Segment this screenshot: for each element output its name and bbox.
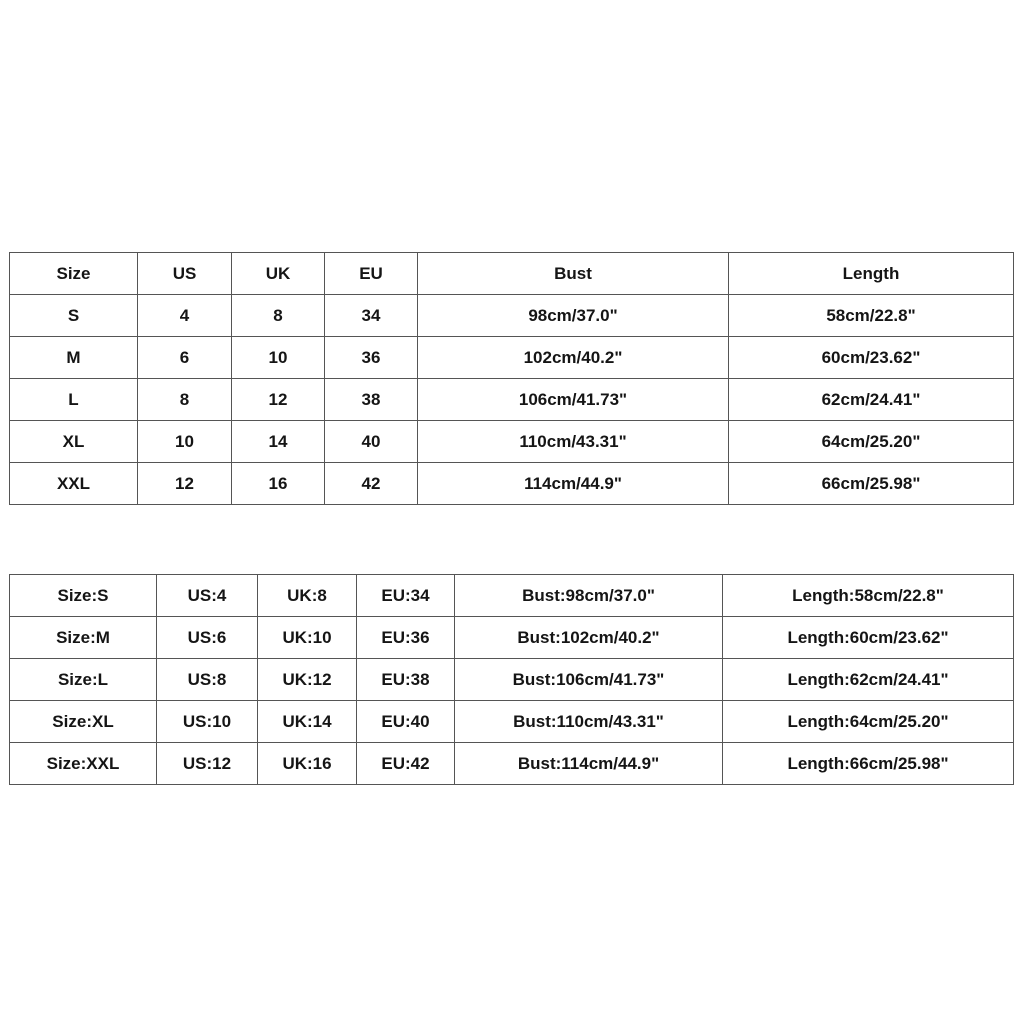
cell-us: US:8: [157, 659, 258, 701]
cell-eu: 40: [325, 421, 418, 463]
cell-length: 58cm/22.8": [729, 295, 1014, 337]
cell-size: Size:M: [10, 617, 157, 659]
header-uk: UK: [232, 253, 325, 295]
size-chart-labeled-table: [9, 574, 1014, 785]
table-row: [10, 295, 1014, 337]
header-size: Size: [10, 253, 138, 295]
cell-size: XL: [10, 421, 138, 463]
cell-size: M: [10, 337, 138, 379]
table-row: [10, 743, 1014, 785]
cell-length: 60cm/23.62": [729, 337, 1014, 379]
cell-eu: EU:36: [357, 617, 455, 659]
cell-us: US:6: [157, 617, 258, 659]
cell-uk: UK:10: [258, 617, 357, 659]
cell-uk: 16: [232, 463, 325, 505]
cell-length: 64cm/25.20": [729, 421, 1014, 463]
cell-bust: Bust:102cm/40.2": [455, 617, 723, 659]
cell-bust: Bust:106cm/41.73": [455, 659, 723, 701]
cell-eu: 42: [325, 463, 418, 505]
cell-us: US:12: [157, 743, 258, 785]
cell-length: Length:66cm/25.98": [723, 743, 1014, 785]
table-header-row: [10, 253, 1014, 295]
cell-uk: 14: [232, 421, 325, 463]
header-us: US: [138, 253, 232, 295]
cell-us: 8: [138, 379, 232, 421]
cell-us: 4: [138, 295, 232, 337]
cell-us: 10: [138, 421, 232, 463]
table-row: [10, 617, 1014, 659]
table-row: [10, 463, 1014, 505]
table-row: [10, 701, 1014, 743]
cell-bust: 110cm/43.31": [418, 421, 729, 463]
cell-us: US:4: [157, 575, 258, 617]
cell-eu: 38: [325, 379, 418, 421]
cell-uk: 10: [232, 337, 325, 379]
cell-length: Length:62cm/24.41": [723, 659, 1014, 701]
cell-uk: UK:12: [258, 659, 357, 701]
cell-size: Size:XXL: [10, 743, 157, 785]
cell-length: Length:64cm/25.20": [723, 701, 1014, 743]
table-row: [10, 575, 1014, 617]
table-row: [10, 337, 1014, 379]
cell-size: Size:S: [10, 575, 157, 617]
cell-uk: UK:14: [258, 701, 357, 743]
cell-eu: EU:42: [357, 743, 455, 785]
cell-bust: 106cm/41.73": [418, 379, 729, 421]
header-eu: EU: [325, 253, 418, 295]
cell-length: Length:60cm/23.62": [723, 617, 1014, 659]
header-length: Length: [729, 253, 1014, 295]
cell-eu: 36: [325, 337, 418, 379]
table-row: [10, 379, 1014, 421]
cell-eu: EU:40: [357, 701, 455, 743]
table-row: [10, 659, 1014, 701]
cell-size: Size:L: [10, 659, 157, 701]
cell-length: Length:58cm/22.8": [723, 575, 1014, 617]
cell-length: 66cm/25.98": [729, 463, 1014, 505]
cell-bust: Bust:114cm/44.9": [455, 743, 723, 785]
header-bust: Bust: [418, 253, 729, 295]
cell-bust: 102cm/40.2": [418, 337, 729, 379]
cell-bust: Bust:98cm/37.0": [455, 575, 723, 617]
cell-eu: 34: [325, 295, 418, 337]
cell-size: L: [10, 379, 138, 421]
cell-eu: EU:34: [357, 575, 455, 617]
cell-bust: Bust:110cm/43.31": [455, 701, 723, 743]
cell-eu: EU:38: [357, 659, 455, 701]
cell-bust: 98cm/37.0": [418, 295, 729, 337]
cell-us: 6: [138, 337, 232, 379]
cell-uk: 12: [232, 379, 325, 421]
cell-size: S: [10, 295, 138, 337]
cell-size: Size:XL: [10, 701, 157, 743]
cell-us: US:10: [157, 701, 258, 743]
cell-length: 62cm/24.41": [729, 379, 1014, 421]
table-row: [10, 421, 1014, 463]
size-chart-table: [9, 252, 1014, 505]
cell-bust: 114cm/44.9": [418, 463, 729, 505]
cell-uk: 8: [232, 295, 325, 337]
cell-uk: UK:8: [258, 575, 357, 617]
cell-size: XXL: [10, 463, 138, 505]
cell-uk: UK:16: [258, 743, 357, 785]
cell-us: 12: [138, 463, 232, 505]
